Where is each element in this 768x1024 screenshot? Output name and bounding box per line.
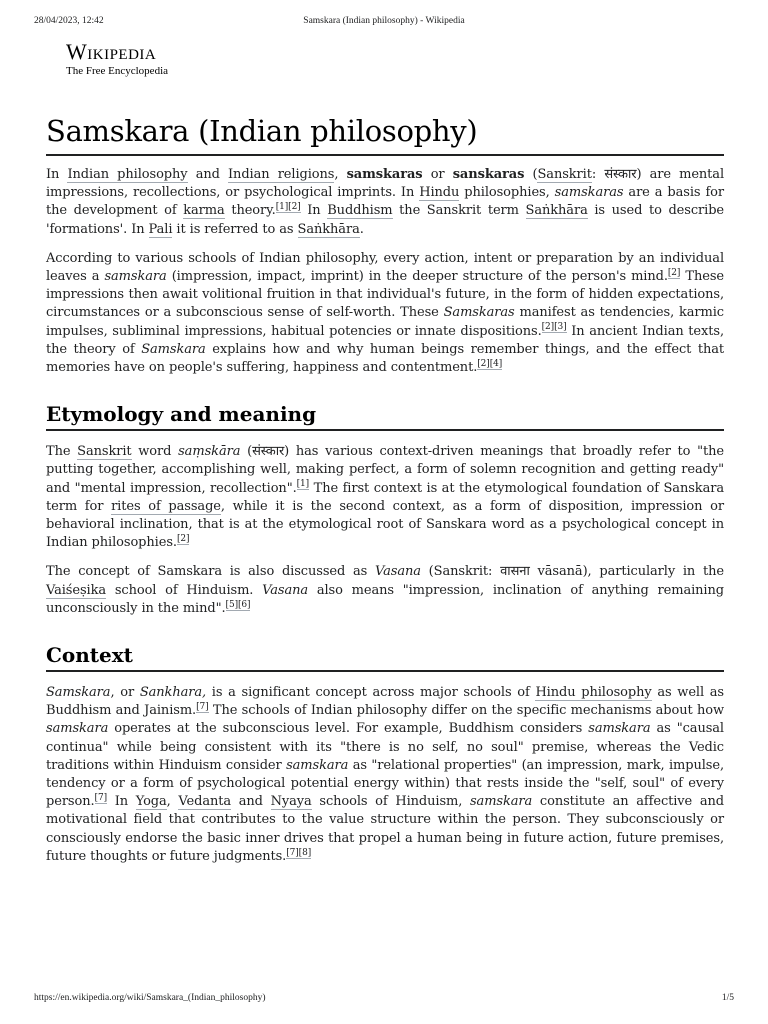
print-doc-title: Samskara (Indian philosophy) - Wikipedia (303, 16, 465, 26)
link-vedanta[interactable]: Vedanta (178, 794, 232, 810)
text: In (107, 794, 136, 810)
text: explains how and why human beings remember things, and the effect that memories have on people's suffering, happiness and contentment. (46, 341, 724, 376)
devanagari-term: संस्कार (604, 167, 637, 182)
reference (477, 359, 502, 370)
article-content (46, 110, 724, 866)
text: philosophies, (459, 185, 555, 201)
text: manifest as tendencies, karmic impulses, subliminal impressions, habitual potencies or innate dispositions. (46, 305, 724, 339)
text: The schools of Indian philosophy differ on the specific mechanisms about how (208, 703, 724, 719)
ref-link-6[interactable]: [6] (237, 599, 251, 610)
ref-link-2[interactable]: [2] (541, 322, 555, 333)
italic-term: samskara (46, 721, 109, 737)
link-rites-of-passage[interactable]: rites of passage (111, 498, 221, 514)
text: The first context is at the etymological foundation of Sanskara term for (46, 480, 724, 514)
context-paragraph-1 (46, 684, 724, 866)
text: The concept of Samskara is also discussed as (46, 564, 375, 580)
text: : (591, 167, 605, 182)
italic-term: samskara (286, 757, 349, 773)
link-indian-philosophy[interactable]: Indian philosophy (67, 167, 188, 182)
wikipedia-logo[interactable] (66, 40, 168, 78)
logo-tagline: The Free Encyclopedia (66, 65, 169, 77)
page-title: Samskara (Indian philosophy) (46, 110, 724, 156)
reference (542, 322, 567, 333)
bold-term: sanskaras (452, 167, 525, 182)
link-yoga[interactable]: Yoga (135, 794, 167, 810)
print-page-number: 1/5 (721, 993, 734, 1003)
reference (276, 202, 301, 213)
intro-paragraph-1 (46, 166, 724, 239)
text: (संस्कार) has various context-driven meanings that broadly refer to "the putting together, accomplishing well, making perfect, a form of solemn recognition and getting ready" and "mental impression, recollection". (46, 444, 724, 496)
reference (668, 268, 680, 279)
ref-link-4[interactable]: [4] (489, 358, 503, 369)
ref-link-1[interactable]: [1] (275, 202, 289, 213)
print-url: https://en.wikipedia.org/wiki/Samskara_(Indian_philosophy) (34, 993, 266, 1003)
etymology-paragraph-2 (46, 563, 724, 618)
text: as well as Buddhism and Jainism. (46, 685, 724, 719)
text: school of Hinduism. (106, 582, 263, 598)
ref-link-2[interactable]: [2] (288, 202, 301, 213)
italic-term: Samskaras (443, 305, 515, 321)
reference (297, 479, 309, 490)
text: is used to describe 'formations'. In (46, 203, 725, 237)
italic-term: Vasana (262, 582, 309, 598)
reference (226, 600, 251, 611)
link-vaiseshika[interactable]: Vaiśeṣika (46, 582, 107, 598)
ref-link-3[interactable]: [3] (554, 322, 567, 333)
text: In (300, 203, 328, 219)
ref-link-7[interactable]: [7] (286, 847, 299, 858)
text: and (187, 167, 229, 182)
link-buddhism[interactable]: Buddhism (327, 203, 393, 219)
italic-term: Samskara (141, 341, 206, 357)
text: as "relational properties" (an impression, mark, impulse, tendency or a form of psychological potential energy within) that rests inside the "self, soul" of every person. (46, 757, 724, 810)
text: word (131, 444, 179, 460)
text: ) are mental impressions, recollections, or psychological imprints. In (46, 167, 725, 201)
link-hindu-philosophy[interactable]: Hindu philosophy (535, 685, 652, 701)
text: is a significant concept across major schools of (206, 685, 536, 701)
text: the Sanskrit term (392, 203, 526, 219)
link-nyaya[interactable]: Nyaya (270, 794, 312, 810)
text: it is referred to as (172, 221, 298, 237)
italic-term: Vasana (375, 564, 421, 580)
ref-link-2[interactable]: [2] (477, 358, 490, 369)
italic-term: samskara (104, 269, 167, 285)
text: and (231, 794, 271, 810)
italic-term: Samskara (46, 685, 111, 701)
text: constitute an affective and motivational field that contributes to the value structure within the person. They subconsciously or consciously endorse the basic inner drives that propel a human being in future action, future premises, future thoughts or future judgments. (46, 794, 724, 864)
text: theory. (224, 203, 276, 219)
ref-link-2[interactable]: [2] (667, 267, 681, 278)
text: These impressions then await volitional fruition in that individual's future, in the form of hidden expectations, circumstances or a subconscious sense of self-worth. These (46, 269, 724, 321)
bold-term: samskaras (346, 167, 423, 182)
italic-term: samskaras (554, 185, 624, 201)
link-sankhara-pali[interactable]: Saṅkhāra (297, 221, 360, 237)
text: According to various schools of Indian philosophy, every action, intent or preparation by an individual leaves a (46, 250, 724, 285)
reference (196, 702, 208, 713)
reference (177, 534, 189, 545)
text: (Sanskrit: वासना vāsanā), particularly in the (420, 564, 724, 580)
intro-paragraph-2 (46, 250, 724, 377)
text: In (46, 167, 68, 182)
reference (286, 848, 311, 859)
print-header (34, 16, 734, 30)
text: also means "impression, inclination of anything remaining unconsciously in the mind". (46, 582, 724, 616)
link-sanskrit[interactable]: Sanskrit (77, 444, 132, 460)
link-sankhara[interactable]: Saṅkhāra (525, 203, 588, 219)
italic-term: Sankhara, (139, 685, 207, 701)
ref-link-7[interactable]: [7] (94, 792, 107, 803)
etymology-paragraph-1 (46, 443, 724, 552)
link-indian-religions[interactable]: Indian religions (228, 167, 335, 182)
italic-term: samskara (469, 794, 533, 810)
ref-link-7[interactable]: [7] (196, 701, 209, 712)
section-heading-context: Context (46, 642, 724, 672)
text: ( (524, 167, 538, 182)
text: , (334, 167, 347, 182)
ref-link-1[interactable]: [1] (296, 479, 310, 490)
text: are a basis for the development of (46, 185, 725, 219)
text: . (359, 221, 364, 237)
italic-term: samskara (588, 721, 651, 737)
section-heading-etymology: Etymology and meaning (46, 401, 724, 431)
link-sanskrit[interactable]: Sanskrit (537, 167, 592, 182)
print-datetime: 28/04/2023, 12:42 (34, 16, 104, 26)
text: , while it is the second context, as a form of disposition, impression or behavioral inclination, that is at the etymological root of Sanskara word as a psychological concept in Indian philosophies. (46, 498, 724, 551)
ref-link-2[interactable]: [2] (176, 533, 190, 544)
text: schools of Hinduism, (311, 794, 470, 810)
logo-wordmark-text: Wikipedia (66, 39, 157, 64)
italic-term: saṃskāra (178, 444, 241, 460)
text: (impression, impact, imprint) in the deeper structure of the person's mind. (166, 269, 668, 285)
text: In ancient Indian texts, the theory of (46, 323, 724, 357)
text: , (166, 794, 179, 810)
link-karma[interactable]: karma (183, 203, 225, 219)
logo-wordmark (66, 40, 168, 64)
text: , or (110, 685, 140, 701)
link-hindu[interactable]: Hindu (419, 185, 460, 201)
text: as "causal continua" while being consistent with its "there is no self, no soul" premise, whereas the Vedic traditions within Hinduism consider (46, 721, 724, 773)
text: or (422, 167, 453, 182)
link-pali[interactable]: Pali (148, 221, 173, 237)
text: operates at the subconscious level. For example, Buddhism considers (108, 721, 589, 737)
text: The (46, 444, 78, 460)
ref-link-8[interactable]: [8] (298, 847, 312, 858)
print-footer (34, 993, 734, 1007)
reference (95, 793, 107, 804)
ref-link-5[interactable]: [5] (225, 599, 238, 610)
